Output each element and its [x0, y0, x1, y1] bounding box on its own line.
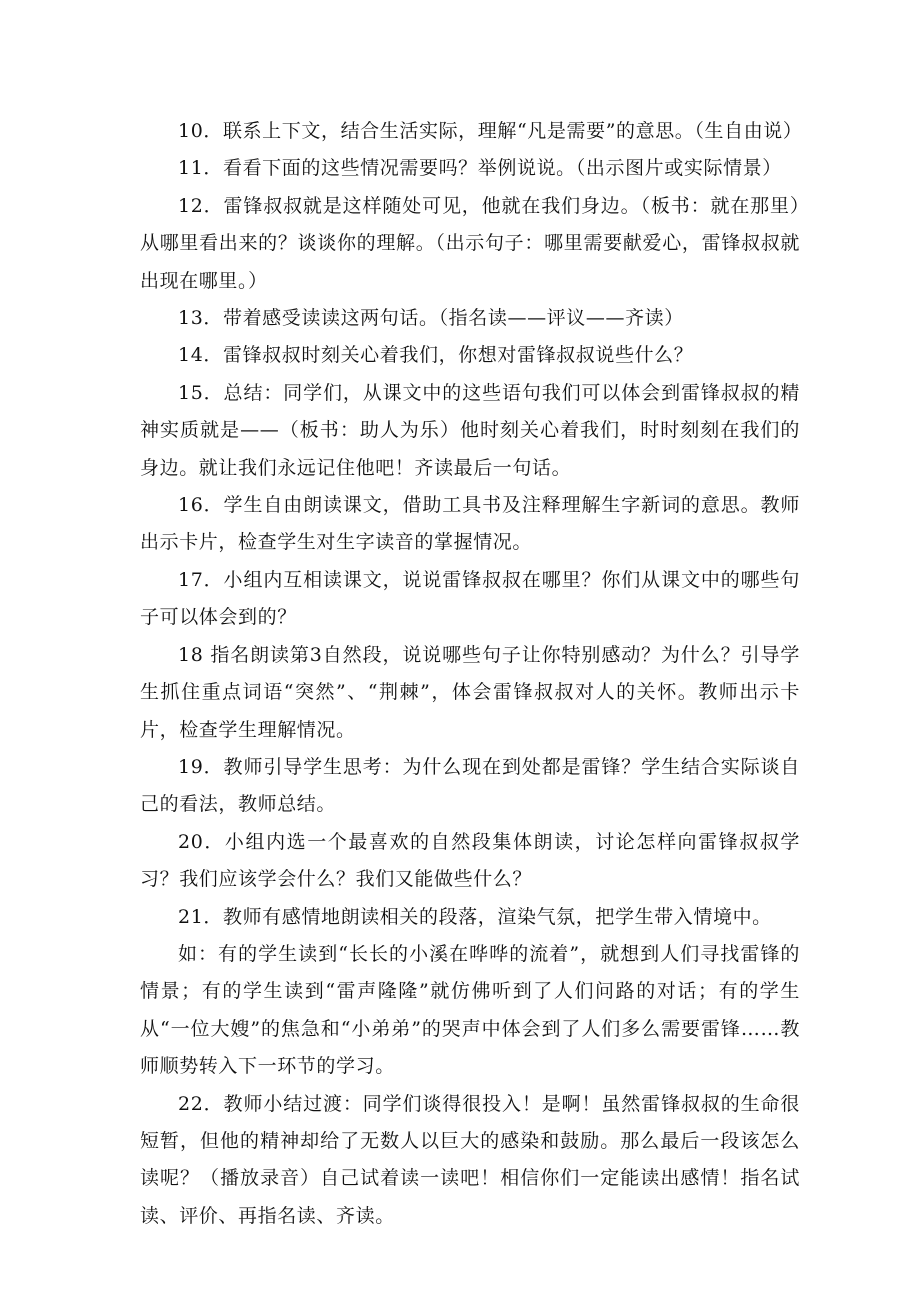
paragraph-14: 14．雷锋叔叔时刻关心着我们，你想对雷锋叔叔说些什么？: [178, 344, 694, 367]
paragraph-15: 15．总结：同学们，从课文中的这些语句我们可以体会到雷锋叔叔的精神实质就是——（板书：助人为乐）他时刻关心着我们，时时刻刻在我们的身边。就让我们永远记住他吧！齐读最后一句话。: [140, 381, 800, 479]
paragraph-19: 19．教师引导学生思考：为什么现在到处都是雷锋？学生结合实际谈自己的看法，教师总结。: [140, 755, 800, 816]
paragraph-17: 17．小组内互相读课文，说说雷锋叔叔在哪里？你们从课文中的哪些句子可以体会到的？: [140, 568, 800, 629]
document-body: [140, 113, 803, 1235]
paragraph-11: 11．看看下面的这些情况需要吗？举例说说。（出示图片或实际情景）: [178, 157, 782, 180]
paragraph-21: 21．教师有感情地朗读相关的段落，渲染气氛，把学生带入情境中。: [178, 905, 772, 928]
paragraph-20: 20．小组内选一个最喜欢的自然段集体朗读，讨论怎样向雷锋叔叔学习？我们应该学会什么？我们又能做些什么？: [140, 830, 800, 891]
paragraph-10: 10．联系上下文，结合生活实际，理解“凡是需要”的意思。（生自由说）: [178, 120, 803, 142]
paragraph-16: 16．学生自由朗读课文，借助工具书及注释理解生字新词的意思。教师出示卡片，检查学生对生字读音的掌握情况。: [140, 494, 800, 554]
paragraph-12: 12．雷锋叔叔就是这样随处可见，他就在我们身边。（板书：就在那里）从哪里看出来的？谈谈你的理解。（出示句子：哪里需要献爱心，雷锋叔叔就出现在哪里。）: [140, 194, 800, 292]
paragraph-13: 13．带着感受读读这两句话。（指名读——评议——齐读）: [178, 307, 684, 330]
paragraph-22: 22．教师小结过渡：同学们谈得很投入！是啊！虽然雷锋叔叔的生命很短暂，但他的精神却给了无数人以巨大的感染和鼓励。那么最后一段该怎么读呢？（播放录音）自己试着读一读吧！相信你们一定能读出感情！指名试读、评价、再指名读、齐读。: [140, 1092, 800, 1227]
paragraph-21-example: 如：有的学生读到“长长的小溪在哗哗的流着”，就想到人们寻找雷锋的情景；有的学生读到“雷声隆隆”就仿佛听到了人们问路的对话；有的学生从“一位大嫂”的焦急和“小弟弟”的哭声中体会到了人们多么需要雷锋……教师顺势转入下一环节的学习。: [140, 942, 800, 1078]
paragraph-18: 18 指名朗读第3自然段，说说哪些句子让你特别感动？为什么？引导学生抓住重点词语“突然”、“荆棘”，体会雷锋叔叔对人的关怀。教师出示卡片，检查学生理解情况。: [140, 643, 800, 741]
